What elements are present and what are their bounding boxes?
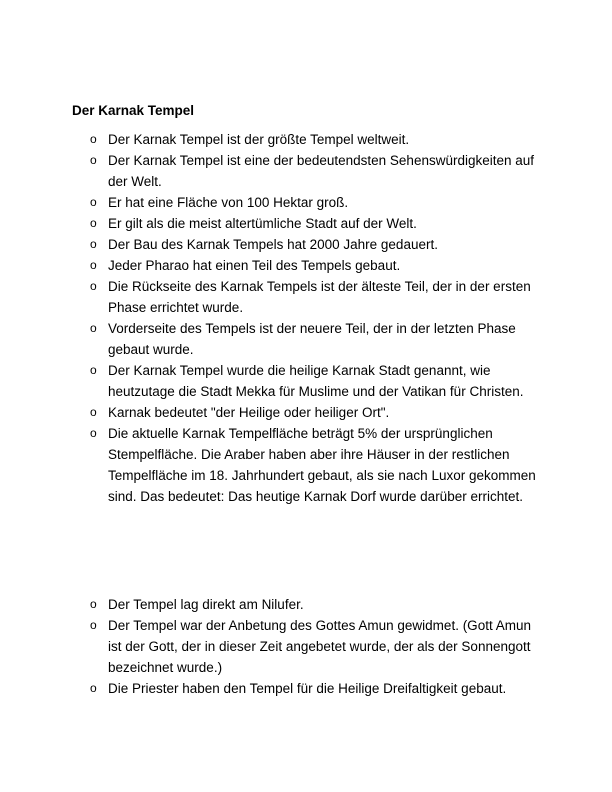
bullet-circle-icon: o	[90, 279, 97, 293]
list-item-text: Der Karnak Tempel ist eine der bedeutendsten Sehenswürdigkeiten auf der Welt.	[108, 153, 535, 189]
list-item-text: Karnak bedeutet "der Heilige oder heiliger Ort".	[108, 405, 390, 420]
list-item-text: Er hat eine Fläche von 100 Hektar groß.	[108, 195, 349, 210]
list-item-text: Der Bau des Karnak Tempels hat 2000 Jahre gedauert.	[108, 237, 438, 252]
bullet-circle-icon: o	[90, 258, 97, 272]
list-item	[90, 360, 540, 402]
list-item	[90, 213, 540, 234]
list-item-text: Vorderseite des Tempels ist der neuere Teil, der in der letzten Phase gebaut wurde.	[108, 321, 516, 357]
bullet-circle-icon: o	[90, 405, 97, 419]
list-item-text: Die Rückseite des Karnak Tempels ist der älteste Teil, der in der ersten Phase errichtet wurde.	[108, 279, 531, 315]
bullet-circle-icon: o	[90, 426, 97, 440]
list-item	[90, 423, 540, 507]
list-item-text: Der Karnak Tempel ist der größte Tempel weltweit.	[108, 132, 410, 147]
bullet-circle-icon: o	[90, 681, 97, 695]
bullet-list-first	[90, 129, 540, 507]
bullet-circle-icon: o	[90, 132, 97, 146]
bullet-circle-icon: o	[90, 321, 97, 335]
list-item-text: Der Karnak Tempel wurde die heilige Karnak Stadt genannt, wie heutzutage die Stadt Mekka für Muslime und der Vatikan für Christen.	[108, 363, 524, 399]
list-item-text: Die aktuelle Karnak Tempelfläche beträgt 5% der ursprünglichen Stempelfläche. Die Araber haben aber ihre Häuser in der restlichen Tempelfläche im 18. Jahrhundert gebaut, als sie nach Luxor gekommen sind. Das bedeutet: Das heutige Karnak Dorf wurde darüber errichtet.	[108, 426, 536, 504]
list-item-text: Der Tempel lag direkt am Nilufer.	[108, 597, 304, 612]
bullet-list-second	[90, 594, 540, 699]
list-item	[90, 276, 540, 318]
list-item-text: Jeder Pharao hat einen Teil des Tempels gebaut.	[108, 258, 401, 273]
bullet-circle-icon: o	[90, 195, 97, 209]
list-item	[90, 150, 540, 192]
list-item	[90, 192, 540, 213]
bullet-circle-icon: o	[90, 597, 97, 611]
list-item	[90, 129, 540, 150]
list-item-text: Die Priester haben den Tempel für die Heilige Dreifaltigkeit gebaut.	[108, 681, 507, 696]
list-item	[90, 402, 540, 423]
bullet-circle-icon: o	[90, 216, 97, 230]
list-item	[90, 594, 540, 615]
bullet-circle-icon: o	[90, 618, 97, 632]
list-item-text: Der Tempel war der Anbetung des Gottes Amun gewidmet. (Gott Amun ist der Gott, der in dieser Zeit angebetet wurde, der als der Sonnengott bezeichnet wurde.)	[108, 618, 531, 675]
bullet-circle-icon: o	[90, 237, 97, 251]
list-item	[90, 678, 540, 699]
bullet-circle-icon: o	[90, 153, 97, 167]
list-item	[90, 255, 540, 276]
list-item	[90, 615, 540, 678]
list-item-text: Er gilt als die meist altertümliche Stadt auf der Welt.	[108, 216, 417, 231]
list-item	[90, 318, 540, 360]
bullet-circle-icon: o	[90, 363, 97, 377]
list-item	[90, 234, 540, 255]
document-title: Der Karnak Tempel	[72, 103, 195, 118]
